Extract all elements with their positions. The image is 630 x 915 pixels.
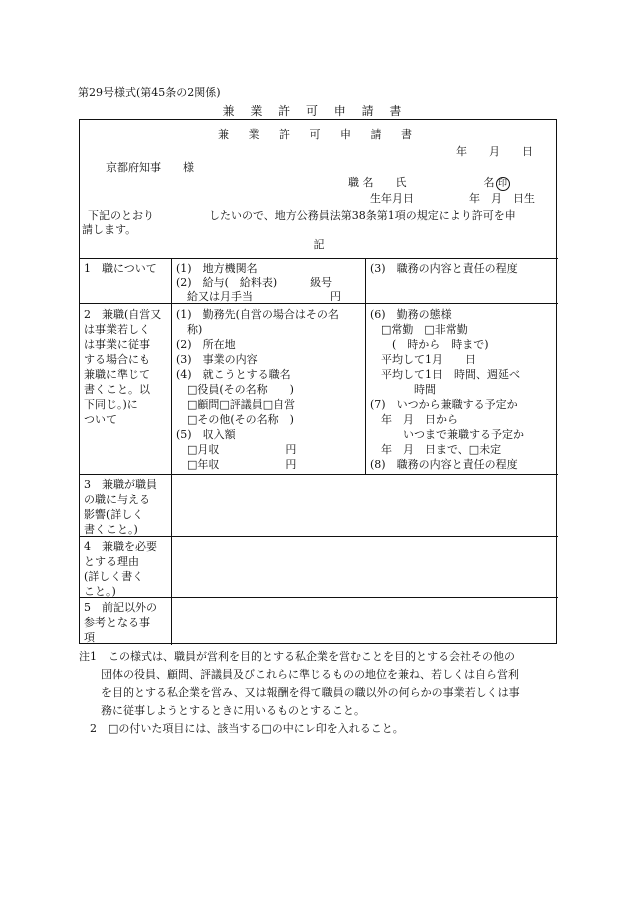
row5-label-2: 参考となる事: [84, 616, 150, 629]
note1-line2: 団体の役員、顧問、評議員及びこれらに準じるものの地位を兼ね、若しくは自ら営利: [79, 668, 519, 681]
row2-label-7: 下同じ。)に: [84, 398, 138, 411]
reason-field[interactable]: [172, 537, 557, 596]
form-label: 第29号様式(第45条の2関係): [78, 86, 221, 99]
row5-label-3: 項: [84, 631, 95, 644]
row2-label-4: する場合にも: [84, 353, 150, 366]
row5-label-1: 5 前記以外の: [84, 601, 157, 614]
row2-label-5: 兼職に準じて: [84, 368, 150, 381]
row2-mid-3: (2) 所在地: [176, 338, 236, 351]
row1-mid-1: (1) 地方機関名: [176, 262, 258, 275]
row-divider: [80, 258, 558, 259]
row2-label-8: ついて: [84, 413, 117, 426]
row2-right-2: □常勤 □非常勤: [370, 323, 468, 336]
row1-mid-2: (2) 給与( 給料表) 級号: [176, 276, 333, 289]
row2-mid-9: (5) 収入額: [176, 428, 236, 441]
row2-right-10: 年 月 日まで、□未定: [370, 443, 502, 456]
row2-label-6: 書くこと。以: [84, 383, 150, 396]
row2-label-1: 2 兼職(自営又: [84, 308, 162, 321]
row3-label-3: 影響(詳しく: [84, 508, 144, 521]
row-divider: [80, 303, 558, 304]
row2-mid-4: (3) 事業の内容: [176, 353, 258, 366]
row3-label-4: 書くこと。): [84, 523, 138, 536]
form-box-title: 兼 業 許 可 申 請 書: [218, 128, 420, 141]
row2-right-9: いつまで兼職する予定か: [370, 428, 524, 441]
notes: [79, 648, 520, 738]
row2-mid-1: (1) 勤務先(自営の場合はその名: [176, 308, 339, 321]
addressee: 京都府知事 様: [106, 161, 194, 174]
note1-line4: 務に従事しようとするときに用いるものとすること。: [79, 704, 365, 717]
column-divider: [365, 258, 366, 474]
row2-mid-2: 称): [176, 323, 203, 336]
row2-label-3: は事業に従事: [84, 338, 150, 351]
row4-label-4: こと。): [84, 585, 116, 598]
row2-right-11: (8) 職務の内容と責任の程度: [370, 458, 518, 471]
row2-right-4: 平均して1月 日: [370, 353, 476, 366]
row2-right-5: 平均して1日 時間、週延べ: [370, 368, 520, 381]
row4-label-3: (詳しく書く: [84, 570, 144, 583]
seal-icon: 印: [496, 177, 510, 191]
row2-mid-6: □役員(その名称 ): [176, 383, 294, 396]
row2-right-1: (6) 勤務の態様: [370, 308, 452, 321]
row2-right-6: 時間: [370, 383, 436, 396]
application-form-frame: [79, 119, 557, 644]
row2-mid-8: □その他(その名称 ): [176, 413, 294, 426]
row2-label-2: は事業若しく: [84, 323, 150, 336]
birthdate-line: 生年月日 年 月 日生: [370, 192, 535, 205]
note1-line1: 注1 この様式は、職員が営利を目的とする私企業を営むことを目的とする会社その他の: [79, 650, 515, 663]
row1-right-1: (3) 職務の内容と責任の程度: [370, 262, 518, 275]
applicant-name-label: 職 名 氏 名: [348, 176, 495, 189]
document-title: 兼 業 許 可 申 請 書: [222, 104, 408, 118]
request-text-line1: 下記のとおり したいので、地方公務員法第38条第1項の規定により許可を申: [88, 209, 516, 222]
row2-mid-10: □月収 円: [176, 443, 297, 456]
date-line: 年 月 日: [456, 145, 533, 158]
row4-label-1: 4 兼職を必要: [84, 540, 157, 553]
note2: 2 □の付いた項目には、該当する□の中にレ印を入れること。: [79, 722, 404, 735]
row3-label-2: の職に与える: [84, 493, 150, 506]
note1-line3: を目的とする私企業を営み、又は報酬を得て職員の職以外の何らかの事業若しくは事: [79, 686, 520, 699]
row2-right-3: ( 時から 時まで): [370, 338, 489, 351]
request-text-line2: 請します。: [82, 223, 137, 236]
row1-mid-3: 給又は月手当 円: [176, 290, 341, 303]
other-notes-field[interactable]: [172, 598, 557, 643]
influence-field[interactable]: [172, 475, 557, 535]
row4-label-2: とする理由: [84, 555, 139, 568]
row1-label: 1 職について: [84, 262, 157, 275]
ki-marker: 記: [313, 238, 325, 251]
row2-mid-7: □顧問□評議員□自営: [176, 398, 296, 411]
row2-mid-5: (4) 就こうとする職名: [176, 368, 291, 381]
applicant-name-line: [348, 176, 510, 191]
row2-mid-11: □年収 円: [176, 458, 297, 471]
row2-right-8: 年 月 日から: [370, 413, 458, 426]
row3-label-1: 3 兼職が職員: [84, 478, 157, 491]
row2-right-7: (7) いつから兼職する予定か: [370, 398, 518, 411]
